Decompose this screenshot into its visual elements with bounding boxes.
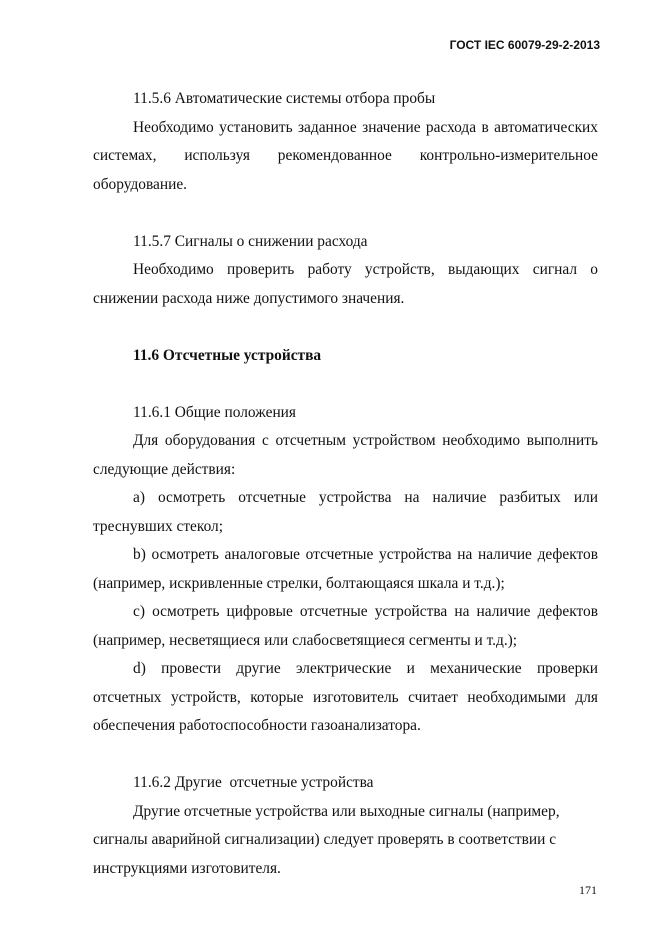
page-number: 171 <box>579 883 597 897</box>
spacer <box>93 313 598 342</box>
spacer <box>93 370 598 399</box>
spacer <box>93 741 598 770</box>
section-heading-11-6-1: 11.6.1 Общие положения <box>133 403 296 421</box>
section-heading-11-5-7: 11.5.7 Сигналы о снижении расхода <box>133 232 368 250</box>
page-content <box>93 85 598 883</box>
paragraph: Для оборудования с отсчетным устройством необходимо выполнить следующие действия: <box>93 432 598 478</box>
paragraph-line: сигналы аварийной сигнализации) следует проверять в соответствии с <box>93 831 557 848</box>
section-heading-11-6-2: 11.6.2 Другие отсчетные устройства <box>133 774 374 791</box>
section-heading-11-6: 11.6 Отсчетные устройства <box>133 346 322 364</box>
document-header: ГОСТ IEC 60079-29-2-2013 <box>449 38 600 52</box>
section-heading-11-5-6: 11.5.6 Автоматические системы отбора пробы <box>133 90 436 107</box>
list-item: d) провести другие электрические и механические проверки отсчетных устройств, которые изготовитель считает необходимыми для обеспечения работоспособности газоанализатора. <box>93 660 598 734</box>
paragraph-line: инструкциями изготовителя. <box>93 859 281 877</box>
list-item: b) осмотреть аналоговые отсчетные устройства на наличие дефектов (например, искривленные стрелки, болтающаяся шкала и т.д.); <box>93 546 598 592</box>
spacer <box>93 199 598 228</box>
paragraph: Необходимо установить заданное значение расхода в автоматических системах, используя рекомендованное контрольно-измерительное оборудование. <box>93 118 598 193</box>
list-item: c) осмотреть цифровые отсчетные устройства на наличие дефектов (например, несветящиеся или слабосветящиеся сегменты и т.д.); <box>93 603 598 649</box>
paragraph: Необходимо проверить работу устройств, выдающих сигнал о снижении расхода ниже допустимого значения. <box>93 261 598 307</box>
paragraph-line: Другие отсчетные устройства или выходные сигналы (например, <box>133 802 560 820</box>
list-item: a) осмотреть отсчетные устройства на наличие разбитых или треснувших стекол; <box>93 489 598 535</box>
